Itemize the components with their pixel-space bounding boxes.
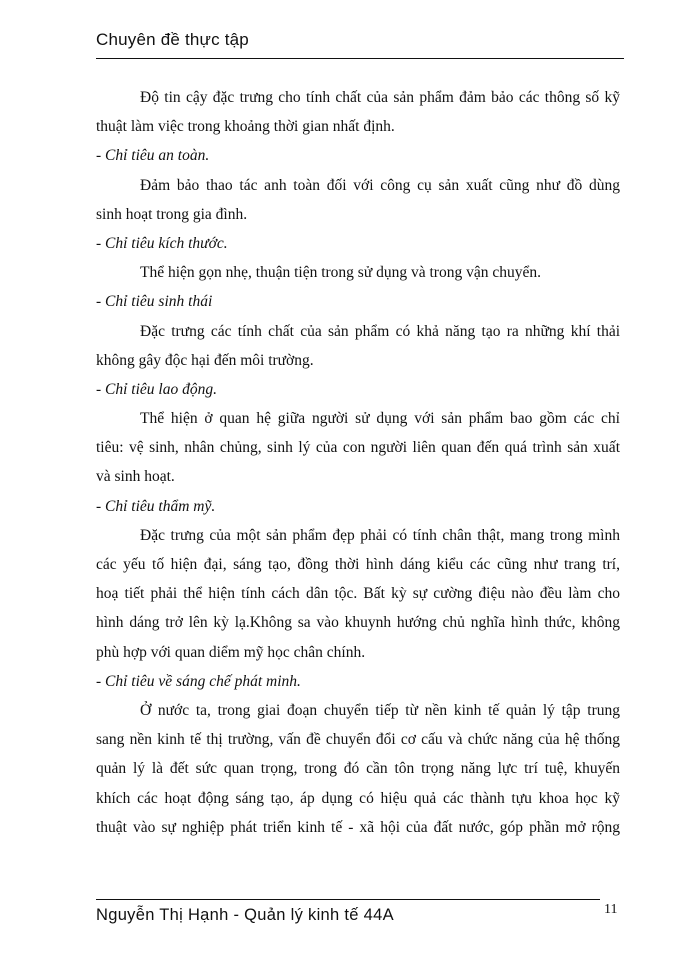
paragraph-line: Độ tin cậy đặc trưng cho tính chất của sản phẩm đảm bảo các thông số kỹ	[140, 89, 620, 106]
paragraph-line: các yếu tố hiện đại, sáng tạo, đồng thời hình dáng kiểu các cũng như trang trí,	[96, 556, 620, 573]
paragraph-line: thuật vào sự nghiệp phát triển kinh tế - xã hội của đất nước, góp phần mở rộng	[96, 818, 620, 836]
section-heading: - Chỉ tiêu lao động.	[96, 380, 217, 398]
section-heading: - Chỉ tiêu an toàn.	[96, 147, 210, 165]
section-heading: - Chỉ tiêu thẩm mỹ.	[96, 497, 216, 515]
paragraph-line: không gây độc hại đến môi trường.	[96, 351, 314, 369]
section-heading: - Chỉ tiêu sinh thái	[96, 293, 213, 311]
paragraph-line: tiêu: vệ sinh, nhân chủng, sinh lý của con người liên quan đến quá trình sản xuất	[96, 439, 620, 457]
section-heading: - Chỉ tiêu về sáng chế phát minh.	[96, 672, 301, 690]
page-body	[96, 83, 620, 842]
paragraph-line: khích các hoạt động sáng tạo, áp dụng có hiệu quả các thành tựu khoa học kỹ	[96, 789, 620, 807]
paragraph-line: hình dáng trở lên kỳ lạ.Không sa vào khuynh hướng chủ nghĩa hình thức, không	[96, 614, 620, 632]
paragraph-line: Thể hiện gọn nhẹ, thuận tiện trong sử dụng và trong vận chuyển.	[140, 264, 541, 282]
paragraph-line: phù hợp với quan diểm mỹ học chân chính.	[96, 643, 366, 661]
paragraph-line: Đảm bảo thao tác anh toàn đối với công cụ sản xuất cũng như đồ dùng	[140, 176, 620, 194]
paragraph-line: hoạ tiết phải thể hiện tính cách dân tộc. Bất kỳ sự cường điệu nào đều làm cho	[96, 585, 620, 603]
running-footer: Nguyễn Thị Hạnh - Quản lý kinh tế 44A	[96, 906, 394, 924]
section-heading: - Chỉ tiêu kích thước.	[96, 234, 228, 252]
footer-rule	[96, 899, 600, 900]
paragraph-line: sinh hoạt trong gia đình.	[96, 205, 248, 223]
paragraph-line: sang nền kinh tế thị trường, vấn đề chuyển đổi cơ cấu và chức năng của hệ thống	[96, 731, 620, 749]
paragraph-line: Đặc trưng các tính chất của sản phẩm có khả năng tạo ra những khí thải	[140, 322, 620, 340]
paragraph-line: quản lý là đết sức quan trọng, trong đó cần tôn trọng năng lực trí tuệ, khuyến	[96, 760, 620, 778]
paragraph-line: Đặc trưng của một sản phẩm đẹp phải có tính chân thật, mang trong mình	[140, 526, 620, 544]
paragraph-line: và sinh hoạt.	[96, 468, 175, 486]
paragraph-line: Thể hiện ở quan hệ giữa người sử dụng với sản phẩm bao gồm các chỉ	[140, 410, 620, 428]
page-number: 11	[604, 902, 618, 917]
paragraph-line: Ở nước ta, trong giai đoạn chuyển tiếp từ nền kinh tế quản lý tập trung	[140, 701, 620, 719]
header-rule	[96, 58, 624, 59]
running-header: Chuyên đề thực tập	[96, 30, 249, 49]
paragraph-line: thuật làm việc trong khoảng thời gian nhất định.	[96, 118, 395, 136]
